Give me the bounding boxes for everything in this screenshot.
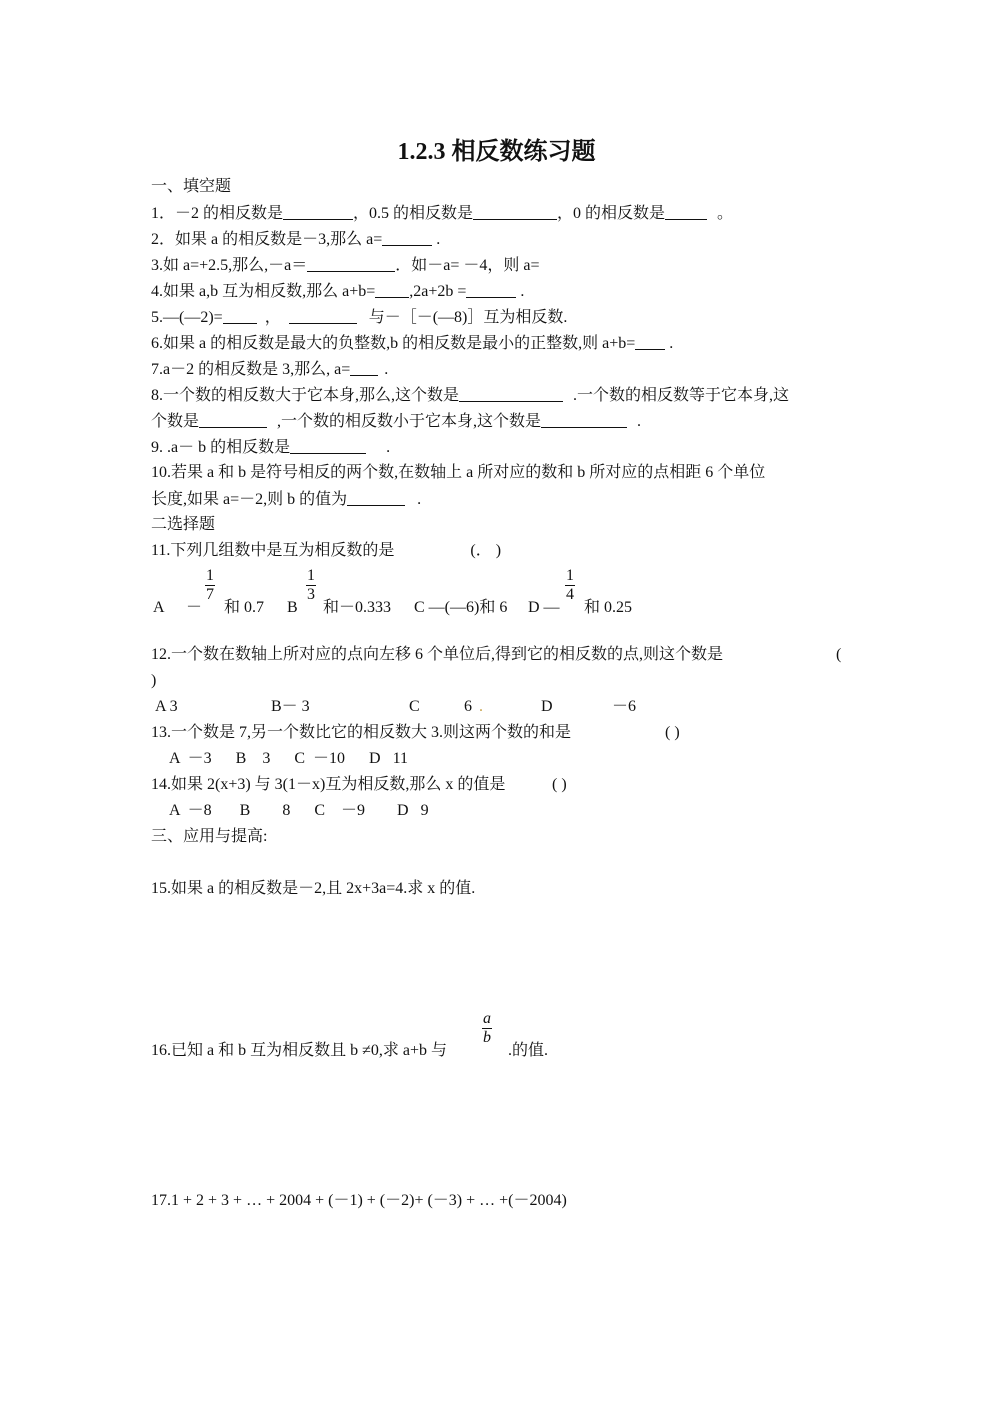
question-3 [151, 255, 540, 276]
q11-fraction-a-numerator: 1 [206, 567, 214, 584]
q11-fraction-a-denominator: 7 [206, 586, 214, 603]
q12-option-c-dot: . [479, 698, 483, 715]
q11-fraction-d-numerator: 1 [566, 567, 574, 584]
question-10-line-1: 10.若果 a 和 b 是符号相反的两个数,在数轴上 a 所对应的数和 b 所对应的点相距 6 个单位 [151, 464, 766, 481]
q8-text-l1a: 8.一个数的相反数大于它本身,那么,这个数是 [151, 387, 460, 404]
question-14-stem: 14.如果 2(x+3) 与 3(1－x)互为相反数,那么 x 的值是 [151, 776, 506, 793]
question-2 [151, 229, 440, 250]
q8-blank-1[interactable] [459, 385, 563, 402]
q12-paren-close[interactable]: ) [151, 672, 157, 689]
q10-text-l2b: . [417, 491, 422, 508]
q3-text-a: 3.如 a=+2.5,那么,－a＝ [151, 257, 308, 274]
q11-fraction-d-denominator: 4 [566, 586, 574, 603]
q11-option-b-label[interactable]: B [287, 599, 298, 616]
q1-text-d: 。 [717, 205, 734, 222]
q4-text-a: 4.如果 a,b 互为相反数,那么 a+b= [151, 283, 376, 300]
section-heading-application: 三、应用与提高: [151, 828, 268, 845]
q12-option-d-value: －6 [612, 698, 637, 715]
q8-text-l2c: . [637, 413, 642, 430]
q1-text-a: 1．－2 的相反数是 [151, 205, 284, 222]
q2-text-b: . [436, 231, 441, 248]
q11-option-c[interactable]: C —(—6)和 6 [414, 599, 508, 616]
question-1 [151, 203, 733, 224]
q16-fraction [482, 1010, 492, 1047]
q10-blank-1[interactable] [347, 489, 405, 506]
question-8-line-2 [151, 411, 641, 432]
q11-option-d-label[interactable]: D — [528, 599, 560, 616]
q11-fraction-b [306, 567, 316, 604]
q8-blank-3[interactable] [541, 411, 627, 428]
question-13-stem: 13.一个数是 7,另一个数比它的相反数大 3.则这两个数的和是 [151, 724, 572, 741]
q12-option-c-label[interactable]: C [409, 698, 420, 715]
q4-blank-1[interactable] [375, 281, 409, 298]
q1-blank-1[interactable] [283, 203, 353, 220]
q1-text-c: ，0 的相反数是 [557, 205, 666, 222]
q16-fraction-numerator: a [483, 1010, 491, 1027]
q5-text-a: 5.—(—2)= [151, 309, 223, 326]
q9-text-a: 9. .a－ b 的相反数是 [151, 439, 291, 456]
question-10-line-2 [151, 489, 421, 510]
question-4 [151, 281, 524, 302]
q8-blank-2[interactable] [199, 411, 267, 428]
q11-fraction-d [565, 567, 575, 604]
question-7 [151, 359, 388, 380]
q5-blank-2[interactable] [289, 307, 357, 324]
q14-answer-paren[interactable]: ( ) [552, 776, 567, 793]
q12-option-a[interactable]: A 3 [155, 698, 178, 715]
q9-text-b: . [386, 439, 391, 456]
q12-option-c-value: 6 [464, 698, 472, 715]
q11-option-a-text: 和 0.7 [224, 599, 265, 616]
q2-blank-1[interactable] [382, 229, 432, 246]
q13-options[interactable]: A －3 B 3 C －10 D 11 [169, 750, 408, 767]
q11-answer-paren[interactable]: (． ) [470, 542, 502, 559]
question-11-stem [151, 541, 501, 561]
q5-text-c: 与－［－(—8)］互为相反数. [368, 309, 568, 326]
q12-paren-open[interactable]: ( [836, 646, 842, 663]
q10-text-l2a: 长度,如果 a=－2,则 b 的值为 [151, 491, 348, 508]
question-12-stem: 12.一个数在数轴上所对应的点向左移 6 个单位后,得到它的相反数的点,则这个数是 [151, 646, 724, 663]
q11-fraction-a [205, 567, 215, 604]
q11-option-b-text: 和－0.333 [323, 599, 392, 616]
q5-text-b: ， [264, 309, 281, 326]
q6-text-a: 6.如果 a 的相反数是最大的负整数,b 的相反数是最小的正整数,则 a+b= [151, 335, 636, 352]
q7-text-b: . [384, 361, 389, 378]
q5-blank-1[interactable] [223, 307, 257, 324]
q4-blank-2[interactable] [466, 281, 516, 298]
q13-answer-paren[interactable]: ( ) [665, 724, 680, 741]
q6-text-b: . [669, 335, 674, 352]
section-heading-multiple-choice: 二选择题 [151, 516, 216, 533]
q7-blank-1[interactable] [350, 359, 378, 376]
q1-blank-2[interactable] [473, 203, 557, 220]
q16-fraction-denominator: b [483, 1029, 491, 1046]
question-17: 17.1 + 2 + 3 + … + 2004 + (－1) + (－2)+ (－3) + … +(－2004) [151, 1192, 567, 1209]
q11-option-a-label[interactable]: A [153, 599, 165, 616]
q4-text-b: ,2a+2b = [409, 283, 467, 300]
q11-option-a-sign: － [186, 599, 203, 616]
q6-blank-1[interactable] [635, 333, 665, 350]
question-9 [151, 437, 390, 458]
q4-text-c: . [520, 283, 525, 300]
q9-blank-1[interactable] [290, 437, 366, 454]
question-8-line-1 [151, 385, 789, 406]
question-6 [151, 333, 673, 354]
q7-text-a: 7.a－2 的相反数是 3,那么, a= [151, 361, 351, 378]
section-heading-fill-blank: 一、填空题 [151, 178, 232, 195]
q1-text-b: ，0.5 的相反数是 [353, 205, 474, 222]
question-16-text-b: .的值. [508, 1042, 549, 1059]
question-16-text-a: 16.已知 a 和 b 互为相反数且 b ≠0,求 a+b 与 [151, 1042, 448, 1059]
q11-stem-text: 11.下列几组数中是互为相反数的是 [151, 542, 395, 559]
q14-options[interactable]: A －8 B 8 C －9 D 9 [169, 802, 429, 819]
q8-text-l2a: 个数是 [151, 413, 200, 430]
q1-blank-3[interactable] [665, 203, 707, 220]
q12-option-d-label[interactable]: D [541, 698, 553, 715]
question-15: 15.如果 a 的相反数是－2,且 2x+3a=4.求 x 的值. [151, 880, 476, 897]
q2-text-a: 2．如果 a 的相反数是－3,那么 a= [151, 231, 383, 248]
q11-fraction-b-numerator: 1 [307, 567, 315, 584]
q3-text-b: ．如－a= －4，则 a= [395, 257, 540, 274]
question-5 [151, 307, 567, 328]
q12-option-b[interactable]: B－ 3 [271, 698, 310, 715]
q11-option-d-text: 和 0.25 [584, 599, 633, 616]
q8-text-l2b: ,一个数的相反数小于它本身,这个数是 [277, 413, 542, 430]
q8-text-l1b: .一个数的相反数等于它本身,这 [573, 387, 790, 404]
q3-blank-1[interactable] [307, 255, 395, 272]
page-title: 1.2.3 相反数练习题 [397, 139, 596, 165]
q11-fraction-b-denominator: 3 [307, 586, 315, 603]
